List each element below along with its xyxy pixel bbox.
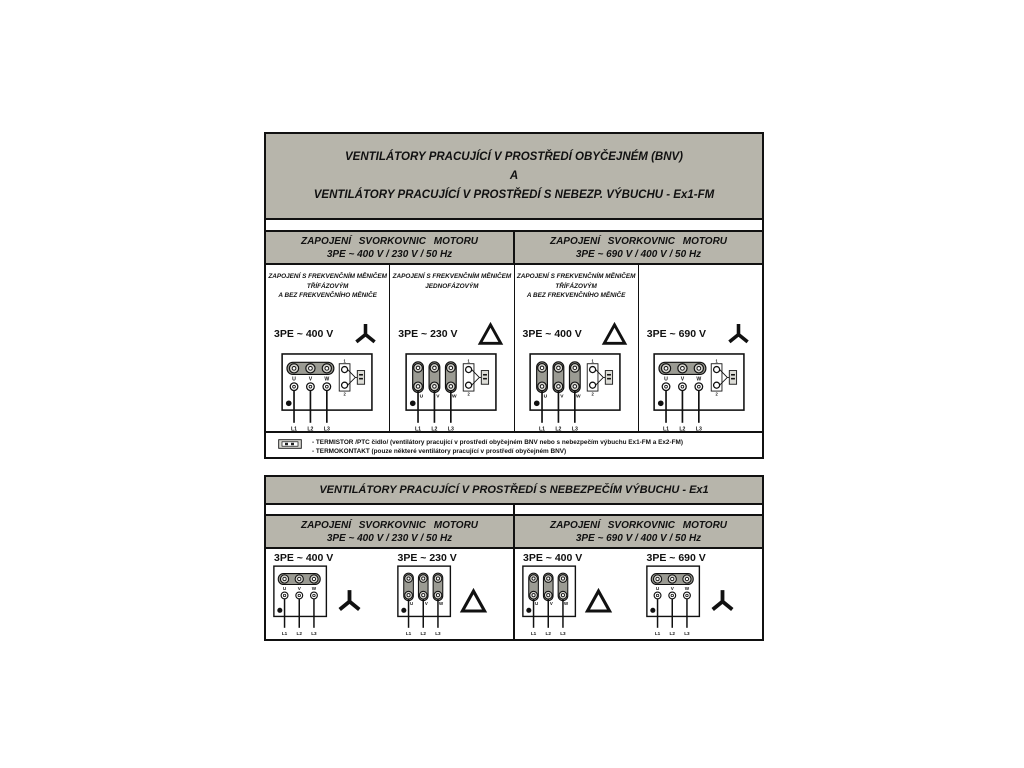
motor-header-400v [266, 516, 515, 547]
star-connection-icon [352, 321, 379, 348]
title-line: A [509, 170, 519, 182]
voltage-label: 3PE ~ 230 V [398, 328, 458, 340]
footnote-text: - TERMISTOR /PTC čidlo/ (ventilátory pracující v prostředí obyčejném BNV nebo s nebezpečím výbuchu Ex1-FM a Ex2-FM) - TERMOKONTAKT (pouze některé ventilátory pracující v prostředí obyčejném BNV) [312, 439, 683, 455]
delta-connection-icon [601, 321, 628, 348]
star-connection-icon [335, 587, 364, 616]
diagram-400v-star [266, 549, 390, 639]
converter-subheader: ZAPOJENÍ S FREKVENČNÍM MĚNIČEM TŘÍFÁZOVÝM A BEZ FREKVENČNÍHO MĚNIČE [516, 273, 636, 299]
diagram-row [266, 549, 762, 639]
thermistor-legend-icon [278, 439, 302, 449]
header-voltage: 3PE ~ 400 V / 230 V / 50 Hz [326, 248, 453, 260]
converter-subheader: ZAPOJENÍ S FREKVENČNÍM MĚNIČEM JEDNOFÁZOVÝM [392, 273, 512, 290]
header-title: ZAPOJENÍ SVORKOVNIC MOTORU [549, 519, 728, 531]
converter-subheader: ZAPOJENÍ S FREKVENČNÍM MĚNIČEM TŘÍFÁZOVÝM A BEZ FREKVENČNÍHO MĚNIČE [268, 273, 387, 299]
header-voltage: 3PE ~ 690 V / 400 V / 50 Hz [575, 532, 702, 544]
terminal-board-delta [405, 353, 499, 435]
title-line: VENTILÁTORY PRACUJÍCÍ V PROSTŘEDÍ OBYČEJNÉM (BNV) [344, 151, 684, 163]
terminal-board-star [281, 353, 375, 435]
motor-header-690v [515, 516, 762, 547]
footnote-row [266, 431, 762, 457]
column-400v-star [266, 265, 389, 431]
terminal-board-star [653, 353, 747, 435]
delta-connection-icon [459, 587, 488, 616]
voltage-label: 3PE ~ 400 V [274, 551, 334, 564]
terminal-board-delta [522, 565, 578, 639]
star-connection-icon [725, 321, 752, 348]
half-400-230 [266, 549, 515, 639]
separator-row [266, 503, 762, 517]
star-connection-icon [708, 587, 737, 616]
section-title-bnv [266, 134, 762, 218]
diagram-columns [266, 265, 762, 431]
separator-row [266, 218, 762, 232]
voltage-label: 3PE ~ 400 V [522, 328, 582, 340]
motor-headers [266, 232, 762, 265]
column-400v-delta [514, 265, 638, 431]
terminal-board-delta [529, 353, 623, 435]
voltage-label: 3PE ~ 690 V [646, 551, 706, 564]
motor-headers [266, 516, 762, 549]
half-690-400 [515, 549, 762, 639]
section-bnv-ex1fm [264, 132, 764, 459]
diagram-400v-delta [515, 549, 639, 639]
column-690v-star [638, 265, 762, 431]
section-ex1 [264, 475, 764, 641]
wiring-diagram-document [264, 132, 764, 641]
header-voltage: 3PE ~ 400 V / 230 V / 50 Hz [326, 532, 453, 544]
header-title: ZAPOJENÍ SVORKOVNIC MOTORU [549, 235, 728, 247]
motor-header-690v [515, 232, 762, 263]
header-voltage: 3PE ~ 690 V / 400 V / 50 Hz [575, 248, 702, 260]
header-title: ZAPOJENÍ SVORKOVNIC MOTORU [300, 519, 479, 531]
terminal-board-star [273, 565, 329, 639]
header-title: ZAPOJENÍ SVORKOVNIC MOTORU [300, 235, 479, 247]
column-230v-delta [389, 265, 513, 431]
voltage-label: 3PE ~ 230 V [397, 551, 457, 564]
delta-connection-icon [477, 321, 504, 348]
motor-header-400v [266, 232, 515, 263]
delta-connection-icon [584, 587, 613, 616]
terminal-board-delta [397, 565, 453, 639]
converter-subheader [639, 265, 762, 319]
diagram-230v-delta [390, 549, 514, 639]
section-title-ex1: VENTILÁTORY PRACUJÍCÍ V PROSTŘEDÍ S NEBEZPEČÍM VÝBUCHU - Ex1 [266, 477, 762, 503]
title-line: VENTILÁTORY PRACUJÍCÍ V PROSTŘEDÍ S NEBEZP. VÝBUCHU - Ex1-FM [313, 189, 715, 201]
voltage-label: 3PE ~ 690 V [646, 328, 707, 340]
diagram-690v-star [639, 549, 763, 639]
voltage-label: 3PE ~ 400 V [523, 551, 583, 564]
terminal-board-star [646, 565, 702, 639]
voltage-label: 3PE ~ 400 V [274, 328, 334, 340]
